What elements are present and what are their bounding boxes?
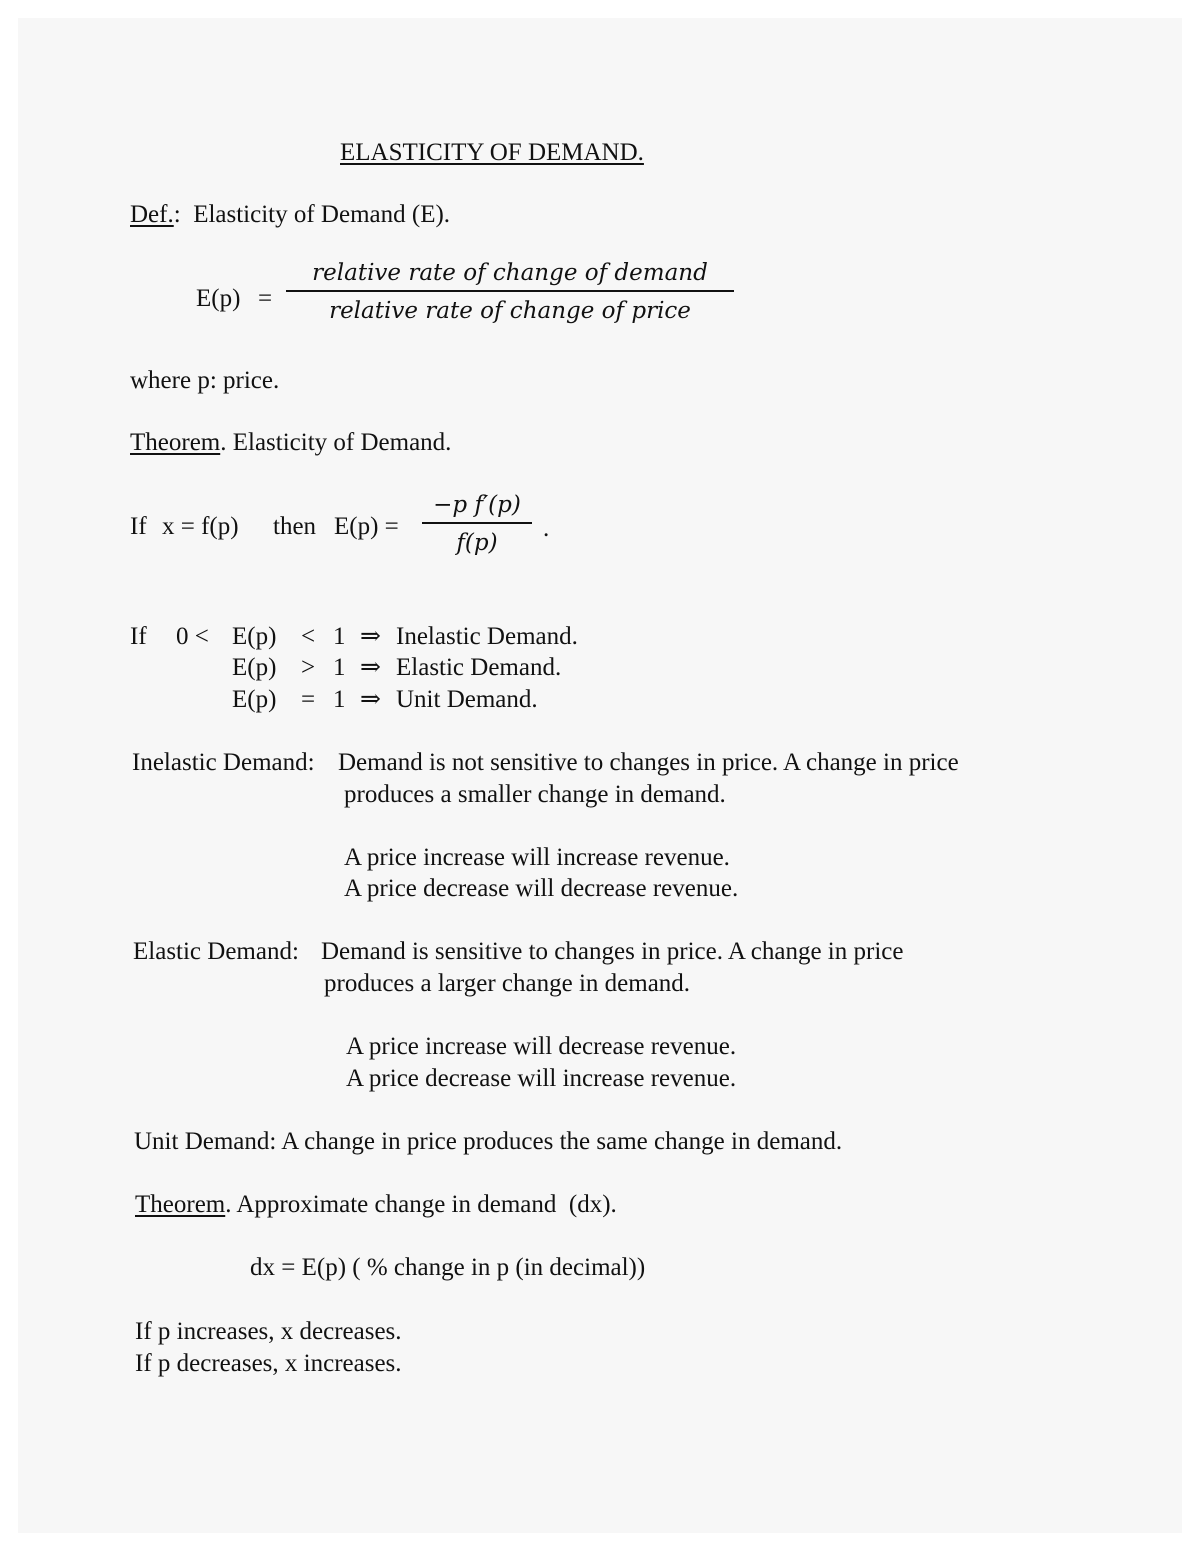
condition-rel: = — [301, 686, 316, 713]
theorem1-fraction — [422, 490, 532, 558]
condition-ep: E(p) — [232, 686, 277, 713]
theorem1-denominator: f(p) — [456, 530, 498, 556]
theorem1-text: . Elasticity of Demand. — [220, 429, 452, 456]
definition-text: Elasticity of Demand (E). — [193, 201, 451, 228]
theorem1-period: . — [543, 515, 550, 542]
condition-rel: < — [301, 623, 316, 650]
condition-one: 1 — [333, 654, 346, 681]
page-title: ELASTICITY OF DEMAND. — [340, 139, 644, 166]
footer-line2: If p decreases, x increases. — [135, 1350, 402, 1377]
implies-icon: ⇒ — [360, 686, 381, 713]
definition-line — [130, 200, 450, 230]
theorem1-then: then — [273, 513, 317, 540]
conditions-if: If — [130, 623, 147, 650]
condition-row-elastic — [0, 653, 700, 683]
condition-result: Inelastic Demand. — [396, 623, 578, 650]
elastic-revenue1: A price increase will decrease revenue. — [346, 1033, 737, 1060]
footer-line1: If p increases, x decreases. — [135, 1318, 402, 1345]
definition-label-suffix: : — [173, 201, 181, 228]
theorem2-text: . Approximate change in demand (dx). — [225, 1191, 617, 1218]
implies-icon: ⇒ — [360, 623, 381, 650]
definition-numerator: relative rate of change of demand — [312, 260, 708, 286]
theorem2-line — [135, 1190, 617, 1220]
inelastic-revenue1: A price increase will increase revenue. — [344, 844, 730, 871]
condition-pre: 0 < — [176, 623, 209, 650]
unit-demand-text: Unit Demand: A change in price produces the same change in demand. — [134, 1128, 843, 1155]
condition-result: Unit Demand. — [396, 686, 538, 713]
theorem2-formula: dx = E(p) ( % change in p (in decimal)) — [250, 1254, 646, 1281]
theorem1-x-eq: x = f(p) — [162, 513, 239, 540]
fraction-bar — [286, 290, 734, 292]
condition-one: 1 — [333, 623, 346, 650]
definition-fraction — [286, 258, 734, 326]
theorem1-line — [130, 428, 451, 458]
condition-ep: E(p) — [232, 623, 277, 650]
condition-one: 1 — [333, 686, 346, 713]
where-text: where p: price. — [130, 367, 280, 394]
elastic-revenue2: A price decrease will increase revenue. — [346, 1065, 737, 1092]
inelastic-line2: produces a smaller change in demand. — [344, 781, 726, 808]
condition-rel: > — [301, 654, 316, 681]
inelastic-line1: Demand is not sensitive to changes in price. A change in price — [338, 749, 959, 776]
condition-row-inelastic — [0, 622, 700, 652]
theorem2-label: Theorem — [135, 1191, 226, 1218]
condition-ep: E(p) — [232, 654, 277, 681]
implies-icon: ⇒ — [360, 654, 381, 681]
definition-formula-lhs: E(p) — [196, 285, 241, 312]
condition-result: Elastic Demand. — [396, 654, 562, 681]
elastic-line2: produces a larger change in demand. — [324, 970, 691, 997]
elastic-label: Elastic Demand: — [133, 938, 299, 965]
definition-label: Def. — [130, 201, 174, 228]
fraction-bar — [422, 522, 532, 524]
theorem1-if: If — [130, 513, 147, 540]
elastic-line1: Demand is sensitive to changes in price. A change in price — [321, 938, 904, 965]
theorem1-numerator: −p f′(p) — [433, 492, 521, 518]
theorem1-label: Theorem — [130, 429, 221, 456]
condition-row-unit — [0, 685, 700, 715]
definition-formula-eq: = — [258, 285, 273, 312]
inelastic-label: Inelastic Demand: — [132, 749, 315, 776]
inelastic-revenue2: A price decrease will decrease revenue. — [344, 875, 739, 902]
theorem1-lhs: E(p) = — [334, 513, 399, 540]
definition-denominator: relative rate of change of price — [329, 298, 691, 324]
